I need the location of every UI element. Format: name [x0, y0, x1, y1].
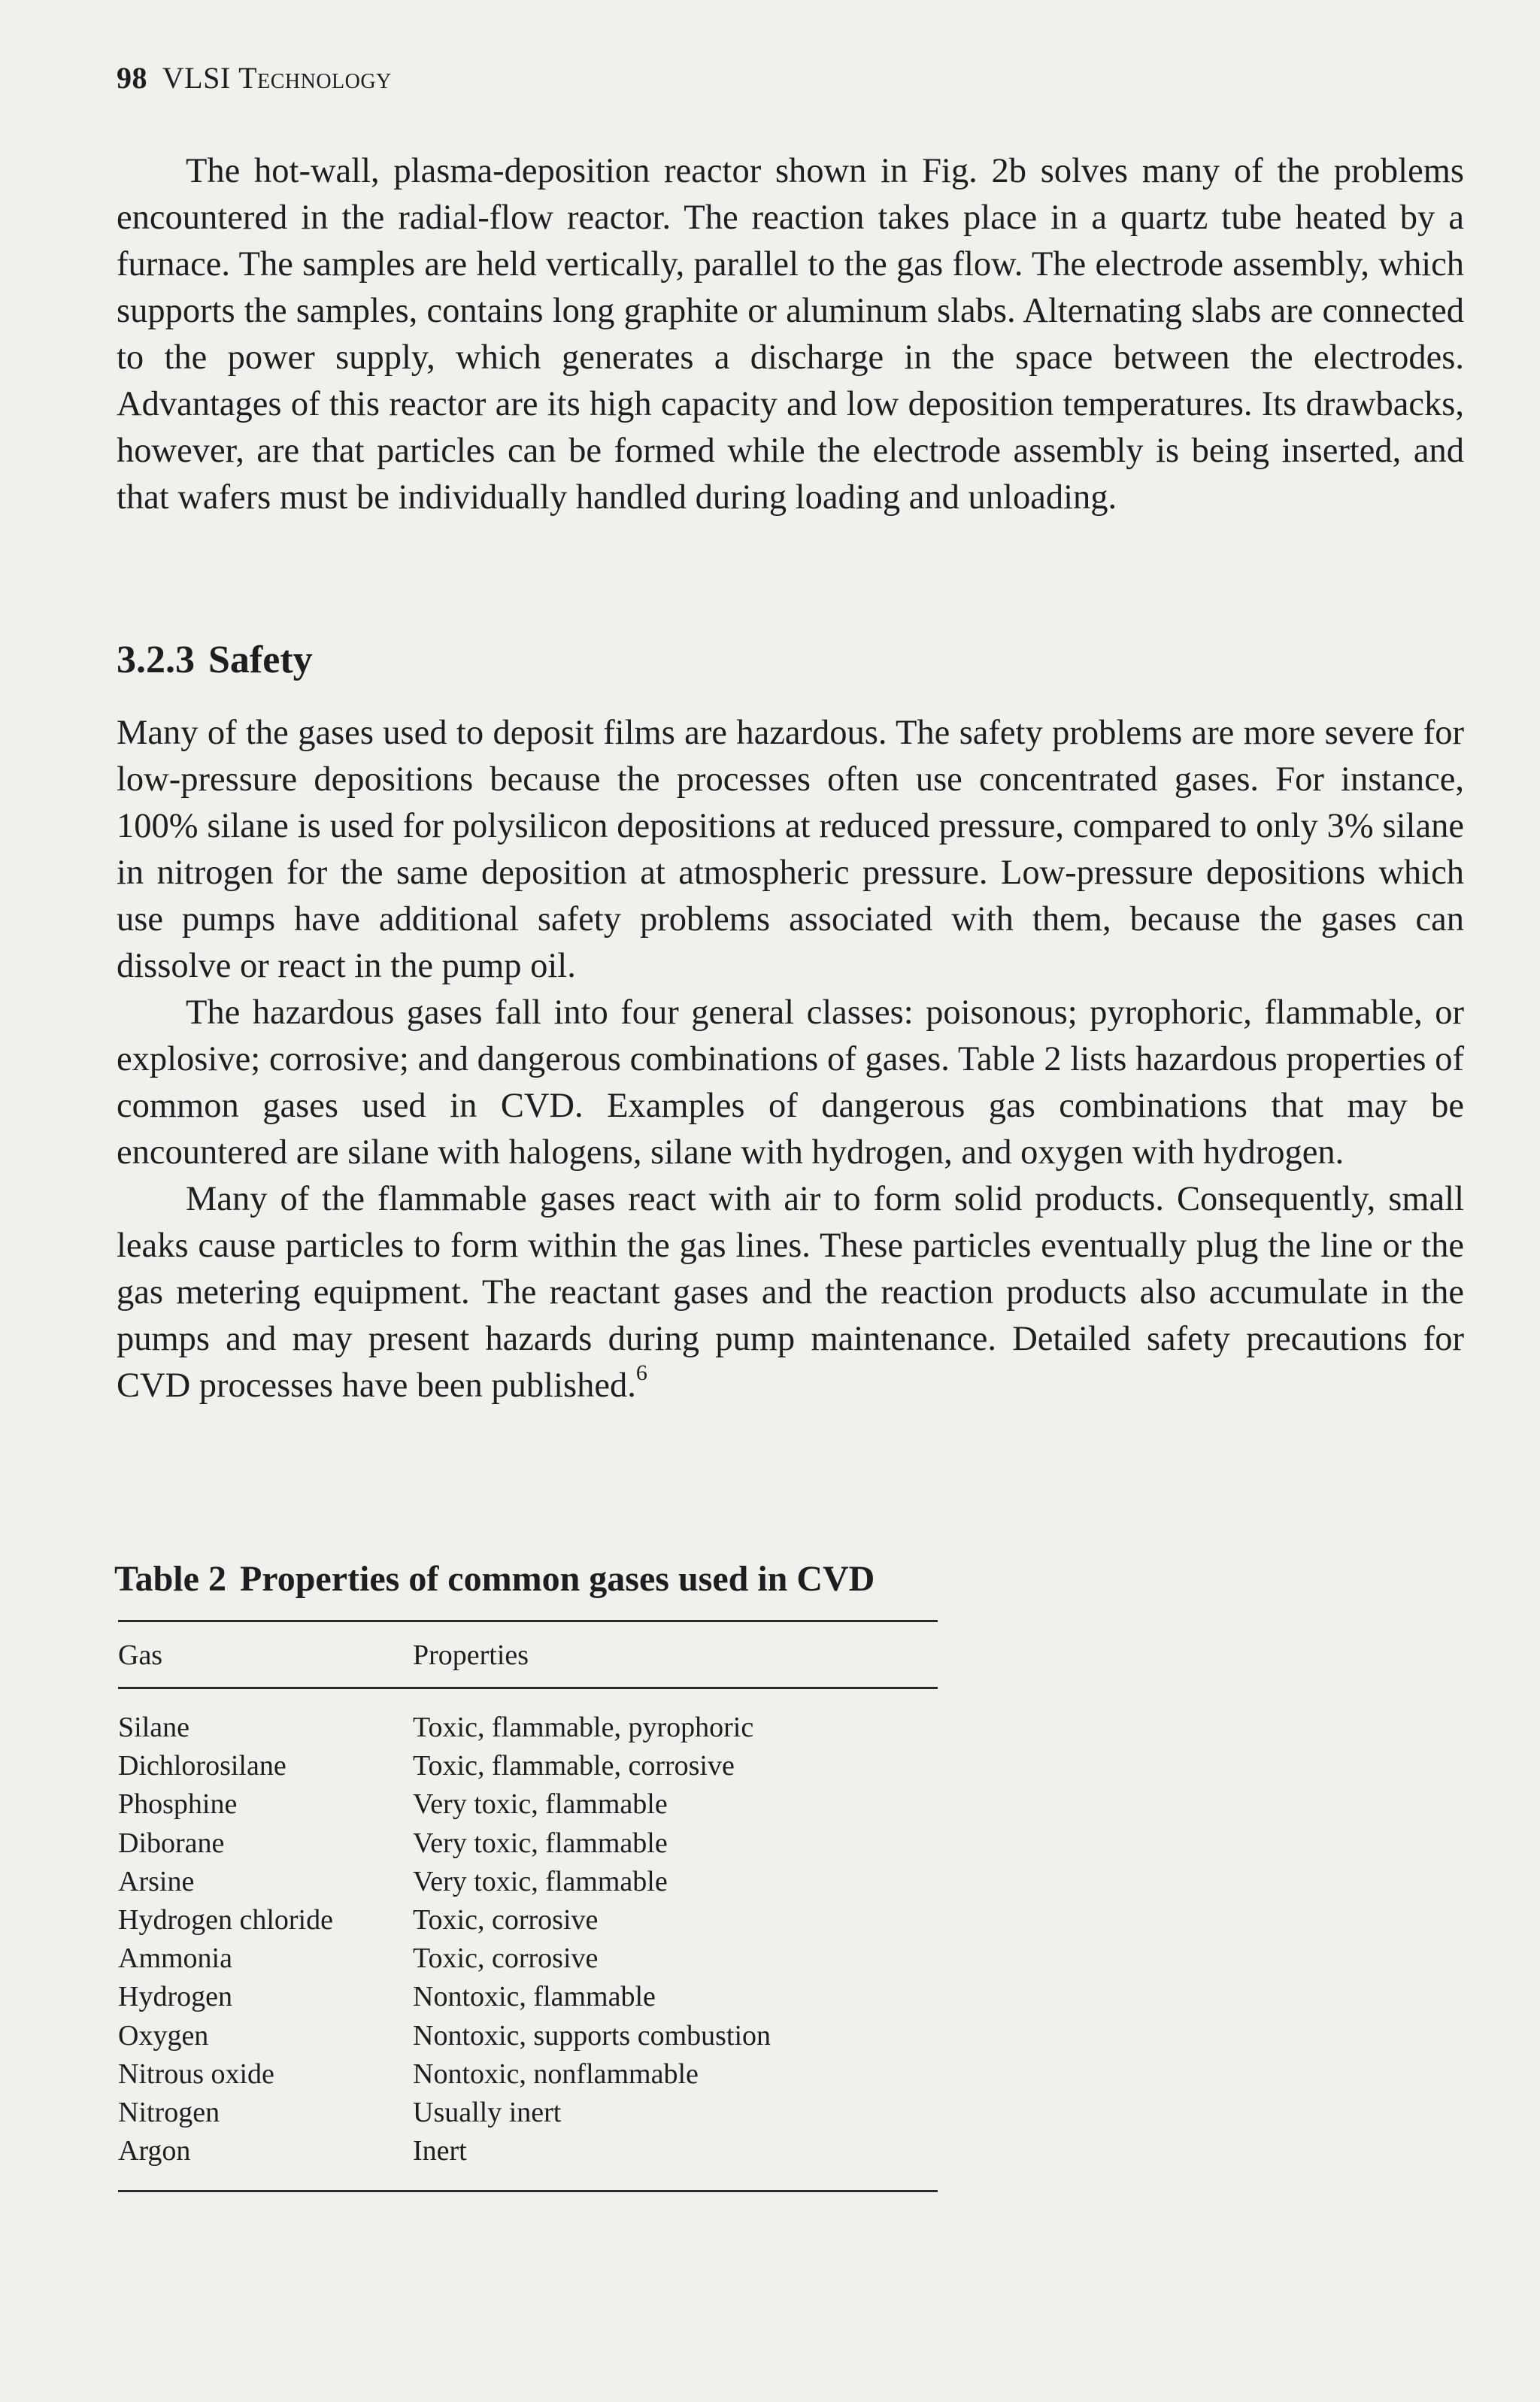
- section-paragraph: The hazardous gases fall into four general classes: poisonous; pyrophoric, flammable, or explosive; corrosive; and dangerous combinations of gases. Table 2 lists hazardous properties of common gases used in CVD. Examples of dangerous gas combinations that may be encountered are silane with halogens, silane with hydrogen, and oxygen with hydrogen.: [117, 993, 1464, 1172]
- gas-properties-table: [118, 1622, 938, 2190]
- table-row: [118, 1785, 938, 1824]
- gas-name: Nitrogen: [118, 2097, 220, 2129]
- section-paragraph-last: [117, 1176, 1464, 1409]
- gas-name: Dichlorosilane: [118, 1750, 286, 1782]
- table-row: [118, 1978, 938, 2016]
- table-row: [118, 1863, 938, 1901]
- table-title: Properties of common gases used in CVD: [239, 1559, 875, 1599]
- table-label: Table 2: [114, 1559, 226, 1599]
- table-row: [118, 2055, 938, 2094]
- gas-properties: Usually inert: [413, 2097, 562, 2129]
- table-bottom-rule: [118, 2190, 938, 2192]
- table-row: [118, 1747, 938, 1785]
- gas-properties: Very toxic, flammable: [413, 1865, 668, 1897]
- table-row: [118, 1901, 938, 1939]
- gas-name: Hydrogen chloride: [118, 1904, 333, 1936]
- gas-name: Phosphine: [118, 1788, 238, 1821]
- intro-paragraph: The hot-wall, plasma-deposition reactor shown in Fig. 2b solves many of the problems encountered in the radial-flow reactor. The reaction takes place in a quartz tube heated by a furnace. The samples are held vertically, parallel to the gas flow. The electrode assembly, which supports the samples, contains long graphite or aluminum slabs. Alternating slabs are connected to the power supply, which generates a discharge in the space between the electrodes. Advantages of this reactor are its high capacity and low deposition temperatures. Its drawbacks, however, are that particles can be formed while the electrode assembly is being inserted, and that wafers must be individually handled during loading and unloading.: [117, 152, 1464, 517]
- table-caption: [114, 1558, 875, 1600]
- table-row: [118, 2094, 938, 2132]
- section-paragraph: Many of the gases used to deposit films are hazardous. The safety problems are more severe for low-pressure depositions because the processes often use concentrated gases. For instance, 100% silane is used for polysilicon depositions at reduced pressure, compared to only 3% silane in nitrogen for the same deposition at atmospheric pressure. Low-pressure depositions which use pumps have additional safety problems associated with them, because the gases can dissolve or react in the pump oil.: [117, 714, 1464, 985]
- section-title: Safety: [208, 638, 313, 681]
- footnote-ref: 6: [635, 1360, 647, 1385]
- running-title-prefix: VLSI: [162, 61, 231, 95]
- gas-table-container: [118, 1620, 938, 2192]
- gas-name: Oxygen: [118, 2019, 209, 2052]
- table-row: [118, 1688, 938, 1748]
- gas-name: Diborane: [118, 1827, 225, 1859]
- table-row: [118, 1824, 938, 1863]
- gas-properties: Toxic, corrosive: [413, 1904, 599, 1936]
- section-body: [117, 710, 1464, 1409]
- page-number: 98: [117, 61, 147, 95]
- column-header-properties: Properties: [413, 1622, 938, 1688]
- intro-text: [117, 148, 1464, 521]
- gas-properties: Nontoxic, flammable: [413, 1981, 656, 2013]
- table-row: [118, 2132, 938, 2190]
- gas-properties: Very toxic, flammable: [413, 1827, 668, 1859]
- section-paragraph-text: Many of the flammable gases react with air to form solid products. Consequently, small leaks cause particles to form within the gas lines. These particles eventually plug the line or the gas metering equipment. The reactant gases and the reaction products also accumulate in the pumps and may present hazards during pump maintenance. Detailed safety precautions for CVD processes have been published.: [117, 1180, 1464, 1405]
- table-body: [118, 1688, 938, 2191]
- section-heading: [117, 638, 313, 682]
- table-header-row: [118, 1622, 938, 1688]
- gas-name: Nitrous oxide: [118, 2058, 274, 2090]
- gas-name: Ammonia: [118, 1943, 232, 1975]
- gas-properties: Toxic, flammable, corrosive: [413, 1750, 735, 1782]
- gas-name: Arsine: [118, 1865, 195, 1897]
- gas-name: Hydrogen: [118, 1981, 232, 2013]
- gas-name: Argon: [118, 2135, 191, 2167]
- section-number: 3.2.3: [117, 638, 195, 681]
- table-row: [118, 1939, 938, 1978]
- gas-properties: Very toxic, flammable: [413, 1788, 668, 1821]
- gas-properties: Toxic, corrosive: [413, 1943, 599, 1975]
- column-header-gas: Gas: [118, 1622, 413, 1688]
- gas-name: Silane: [118, 1712, 189, 1743]
- gas-properties: Nontoxic, nonflammable: [413, 2058, 699, 2090]
- running-title: Technology: [238, 61, 392, 95]
- table-row: [118, 2017, 938, 2055]
- running-head: [117, 60, 392, 96]
- gas-properties: Toxic, flammable, pyrophoric: [413, 1712, 754, 1743]
- gas-properties: Nontoxic, supports combustion: [413, 2019, 772, 2052]
- gas-properties: Inert: [413, 2135, 467, 2167]
